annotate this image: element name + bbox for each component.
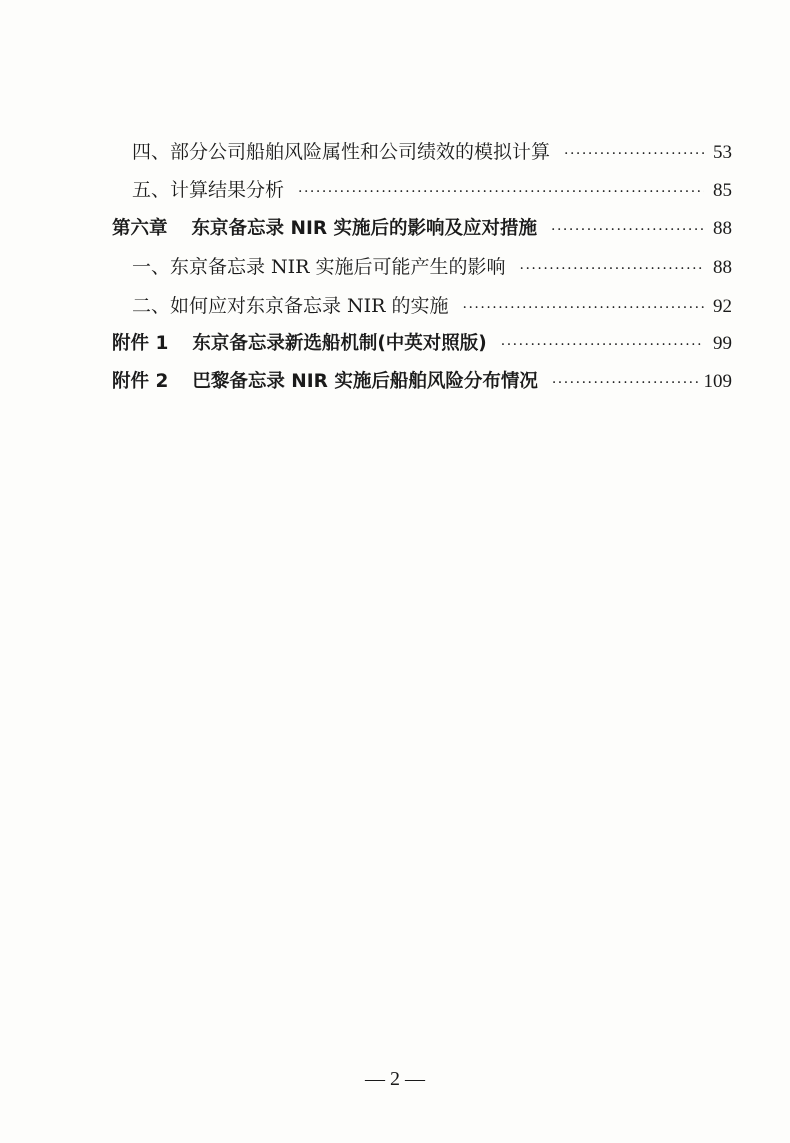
toc-entry-title <box>112 325 487 363</box>
page-footer-number: — 2 — <box>365 1068 425 1090</box>
toc-page-number: 88 <box>713 217 732 239</box>
toc-entry-section-5[interactable] <box>112 171 732 209</box>
toc-entry-appendix-2[interactable] <box>112 363 732 401</box>
toc-entry-prefix: 附件 2 <box>112 371 169 393</box>
toc-page-number: 109 <box>703 371 732 393</box>
toc-entry-title <box>112 363 538 401</box>
toc-entry-title: 二、如何应对东京备忘录 NIR 的实施 <box>132 294 449 317</box>
toc-leader-dots <box>298 173 704 211</box>
toc-entry-title: 一、东京备忘录 NIR 实施后可能产生的影响 <box>132 256 506 279</box>
toc-page-number: 53 <box>713 142 732 163</box>
toc-leader-dots <box>520 250 704 288</box>
toc-entry-title: 五、计算结果分析 <box>132 179 285 202</box>
toc-entry-prefix: 第六章 <box>112 217 168 239</box>
toc-entry-section-1[interactable] <box>112 248 732 286</box>
toc-leader-dots <box>501 326 704 364</box>
toc-entry-title <box>112 210 537 248</box>
toc-leader-dots <box>552 364 698 402</box>
toc-entry-prefix: 附件 1 <box>112 332 169 354</box>
toc-entry-chapter-6[interactable] <box>112 210 732 248</box>
toc-leader-dots <box>564 135 704 173</box>
toc-entry-label: 东京备忘录 NIR 实施后的影响及应对措施 <box>191 217 538 239</box>
toc-page-number: 92 <box>713 295 732 317</box>
toc-entry-section-2[interactable] <box>112 287 732 325</box>
toc-page-number: 85 <box>713 180 732 202</box>
toc-leader-dots <box>551 211 704 249</box>
table-of-contents <box>112 133 732 402</box>
toc-entry-title: 四、部分公司船舶风险属性和公司绩效的模拟计算 <box>132 141 551 163</box>
toc-entry-label: 巴黎备忘录 NIR 实施后船舶风险分布情况 <box>192 371 538 393</box>
toc-page-number: 99 <box>713 332 732 354</box>
toc-entry-label: 东京备忘录新选船机制(中英对照版) <box>192 332 487 354</box>
toc-page-number: 88 <box>713 257 732 279</box>
toc-leader-dots <box>463 289 704 327</box>
toc-entry-appendix-1[interactable] <box>112 325 732 363</box>
toc-entry-section-4[interactable] <box>112 133 732 171</box>
